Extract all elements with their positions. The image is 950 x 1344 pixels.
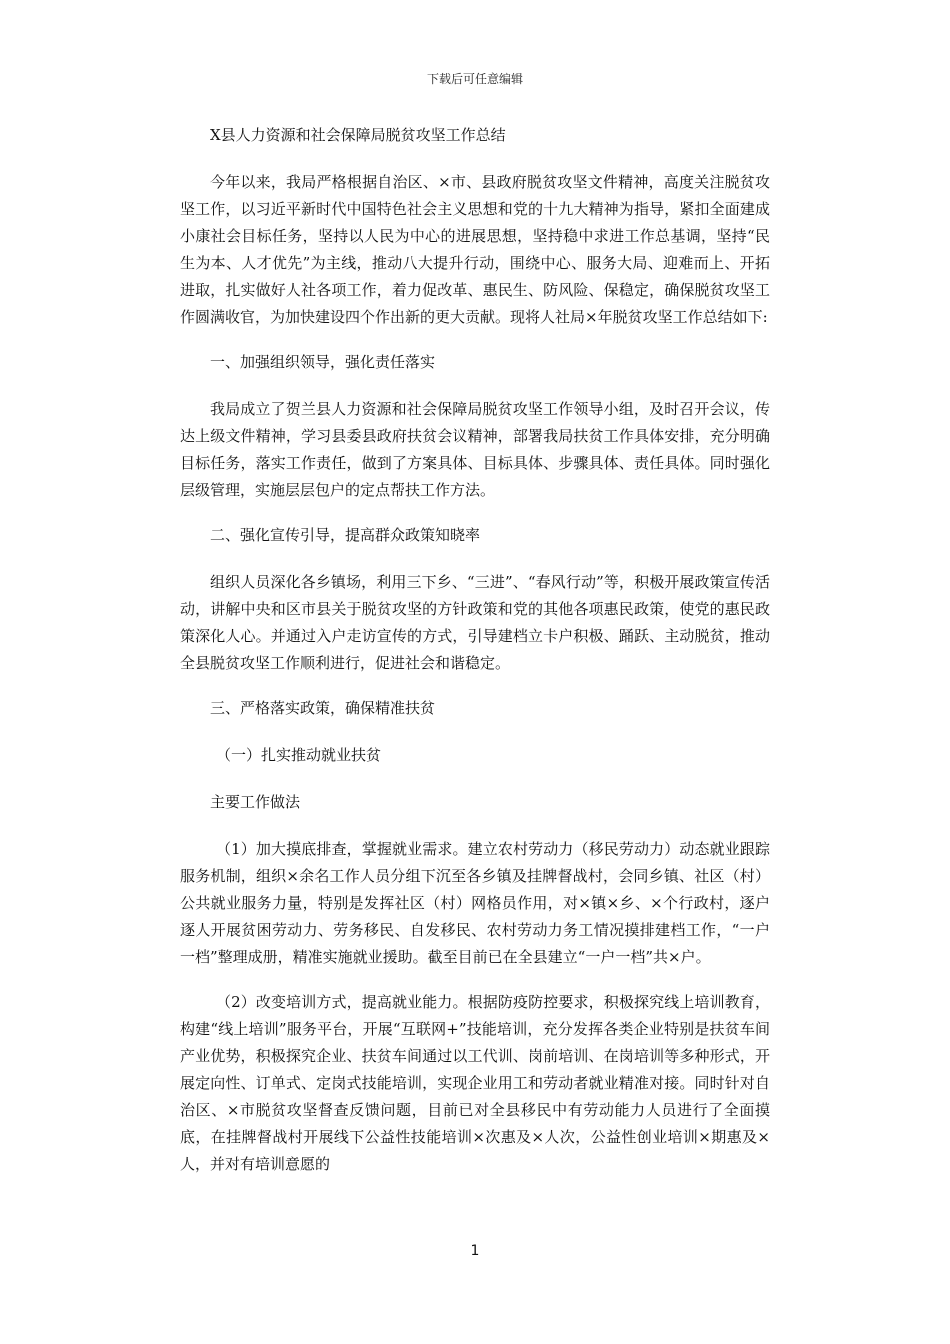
section-1-heading: 一、加强组织领导，强化责任落实 — [210, 353, 436, 371]
page-header: 下载后可任意编辑 — [426, 72, 523, 86]
subsection-1-heading: （一）扎实推动就业扶贫 — [216, 746, 382, 764]
section-2-heading: 二、强化宣传引导，提高群众政策知晓率 — [210, 526, 481, 544]
document-body — [180, 122, 770, 1196]
page-number: 1 — [470, 1243, 480, 1259]
practices-heading: 主要工作做法 — [210, 793, 301, 811]
intro-paragraph: 今年以来，我局严格根据自治区、×市、县政府脱贫攻坚文件精神，高度关注脱贫攻坚工作，以习近平新时代中国特色社会主义思想和党的十九大精神为指导，紧扣全面建成小康社会目标任务，坚持以人民为中心的进展思想，坚持稳中求进工作总基调，坚持“民生为本、人才优先”为主线，推动八大提升行动，围绕中心、服务大局、迎难而上、开拓进取，扎实做好人社各项工作，着力促改革、惠民生、防风险、保稳定，确保脱贫攻坚工作圆满收官，为加快建设四个作出新的更大贡献。现将人社局×年脱贫攻坚工作总结如下: — [180, 173, 770, 326]
section-1-paragraph: 我局成立了贺兰县人力资源和社会保障局脱贫攻坚工作领导小组，及时召开会议，传达上级文件精神，学习县委县政府扶贫会议精神，部署我局扶贫工作具体安排，充分明确目标任务，落实工作责任，做到了方案具体、目标具体、步骤具体、责任具体。同时强化层级管理，实施层层包户的定点帮扶工作方法。 — [180, 400, 770, 499]
section-2-paragraph: 组织人员深化各乡镇场，利用三下乡、“三进”、“春风行动”等，积极开展政策宣传活动，讲解中央和区市县关于脱贫攻坚的方针政策和党的其他各项惠民政策，使党的惠民政策深化人心。并通过入户走访宣传的方式，引导建档立卡户积极、踊跃、主动脱贫，推动全县脱贫攻坚工作顺利进行，促进社会和谐稳定。 — [180, 573, 770, 672]
item-1-paragraph: （1）加大摸底排查，掌握就业需求。建立农村劳动力（移民劳动力）动态就业跟踪服务机制，组织×余名工作人员分组下沉至各乡镇及挂牌督战村，会同乡镇、社区（村）公共就业服务力量，特别是发挥社区（村）网格员作用，对×镇×乡、×个行政村，逐户逐人开展贫困劳动力、劳务移民、自发移民、农村劳动力务工情况摸排建档工作，“一户一档”整理成册，精准实施就业援助。截至目前已在全县建立“一户一档”共×户。 — [180, 840, 770, 966]
document-title: X县人力资源和社会保障局脱贫攻坚工作总结 — [210, 126, 506, 144]
section-3-heading: 三、严格落实政策，确保精准扶贫 — [210, 699, 436, 717]
item-2-paragraph: （2）改变培训方式，提高就业能力。根据防疫防控要求，积极探究线上培训教育，构建“线上培训”服务平台，开展“互联网+”技能培训，充分发挥各类企业特别是扶贫车间产业优势，积极探究企业、扶贫车间通过以工代训、岗前培训、在岗培训等多种形式，开展定向性、订单式、定岗式技能培训，实现企业用工和劳动者就业精准对接。同时针对自治区、×市脱贫攻坚督查反馈问题，目前已对全县移民中有劳动能力人员进行了全面摸底，在挂牌督战村开展线下公益性技能培训×次惠及×人次，公益性创业培训×期惠及×人，并对有培训意愿的 — [180, 993, 770, 1173]
